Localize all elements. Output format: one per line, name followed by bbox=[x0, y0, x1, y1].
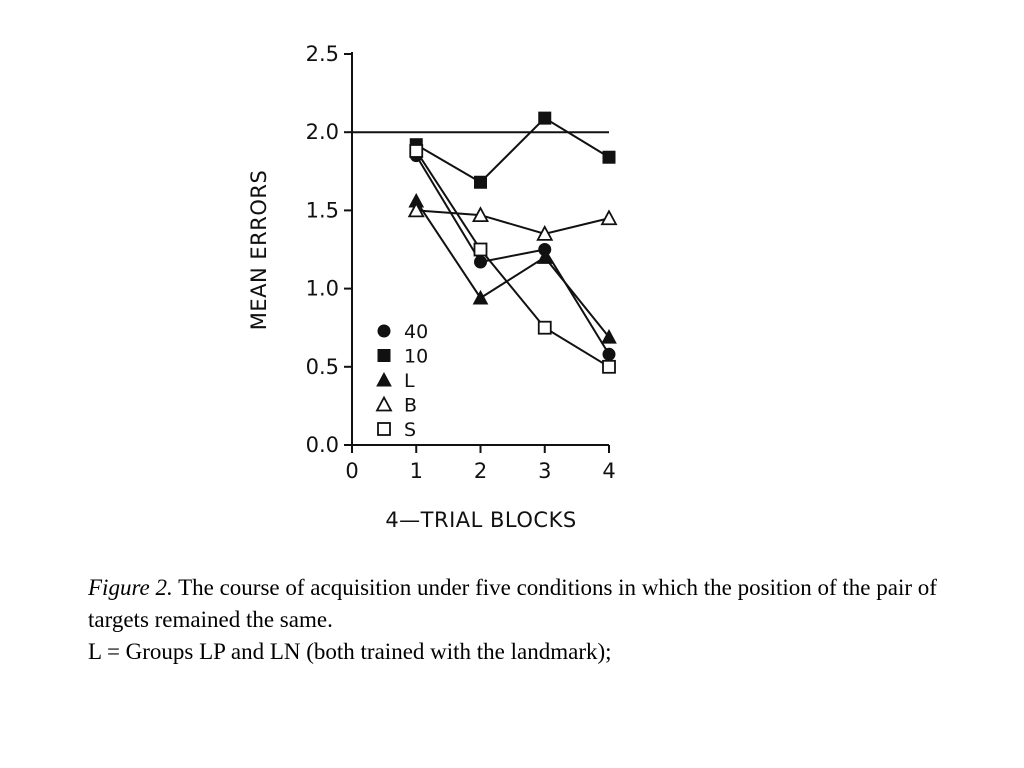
legend-marker-40 bbox=[378, 325, 390, 337]
x-tick-label: 0 bbox=[345, 459, 359, 483]
series-line-10 bbox=[416, 118, 609, 182]
x-axis-title: 4—TRIAL BLOCKS bbox=[385, 508, 577, 532]
data-point-10 bbox=[475, 176, 487, 188]
x-tick-label: 1 bbox=[409, 459, 423, 483]
y-tick-label: 1.5 bbox=[305, 198, 339, 223]
legend bbox=[377, 321, 428, 441]
y-tick-label: 0.5 bbox=[305, 354, 339, 379]
series-line-B bbox=[416, 210, 609, 233]
legend-marker-10 bbox=[378, 350, 390, 362]
caption-line-2: L = Groups LP and LN (both trained with the landmark); bbox=[88, 639, 612, 664]
y-tick-label: 1.0 bbox=[305, 276, 339, 301]
data-point-S bbox=[539, 322, 551, 334]
series-line-L bbox=[416, 201, 609, 337]
legend-label-L: L bbox=[404, 370, 415, 392]
x-tick-label: 3 bbox=[538, 459, 552, 483]
y-tick-label: 0.0 bbox=[305, 433, 339, 457]
legend-marker-S bbox=[378, 423, 390, 435]
data-point-S bbox=[475, 244, 487, 256]
series-line-40 bbox=[416, 156, 609, 355]
series-lines bbox=[416, 118, 609, 367]
legend-label-40: 40 bbox=[404, 321, 429, 343]
data-point-40 bbox=[603, 348, 615, 360]
legend-label-S: S bbox=[404, 419, 417, 441]
axes bbox=[306, 42, 616, 483]
y-tick-label: 2.5 bbox=[305, 42, 339, 66]
data-point-S bbox=[603, 361, 615, 373]
x-tick-label: 4 bbox=[602, 459, 616, 483]
legend-label-B: B bbox=[404, 394, 418, 417]
y-axis-title: MEAN ERRORS bbox=[247, 169, 271, 331]
data-point-S bbox=[410, 145, 422, 157]
caption-text: The course of acquisition under five conditions in which the position of the pair of targets remained the same. bbox=[88, 575, 937, 632]
figure-label: Figure 2. bbox=[88, 575, 173, 600]
series-line-S bbox=[416, 151, 609, 367]
legend-marker-B bbox=[377, 398, 391, 411]
data-point-40 bbox=[475, 256, 487, 268]
data-point-B bbox=[602, 211, 616, 224]
legend-label-10: 10 bbox=[404, 345, 429, 368]
y-tick-label: 2.0 bbox=[305, 120, 339, 145]
data-point-L bbox=[474, 291, 488, 304]
legend-marker-L bbox=[377, 373, 391, 386]
data-point-10 bbox=[539, 112, 551, 124]
figure-caption bbox=[88, 572, 948, 668]
data-point-10 bbox=[603, 151, 615, 163]
x-tick-label: 2 bbox=[473, 459, 488, 483]
